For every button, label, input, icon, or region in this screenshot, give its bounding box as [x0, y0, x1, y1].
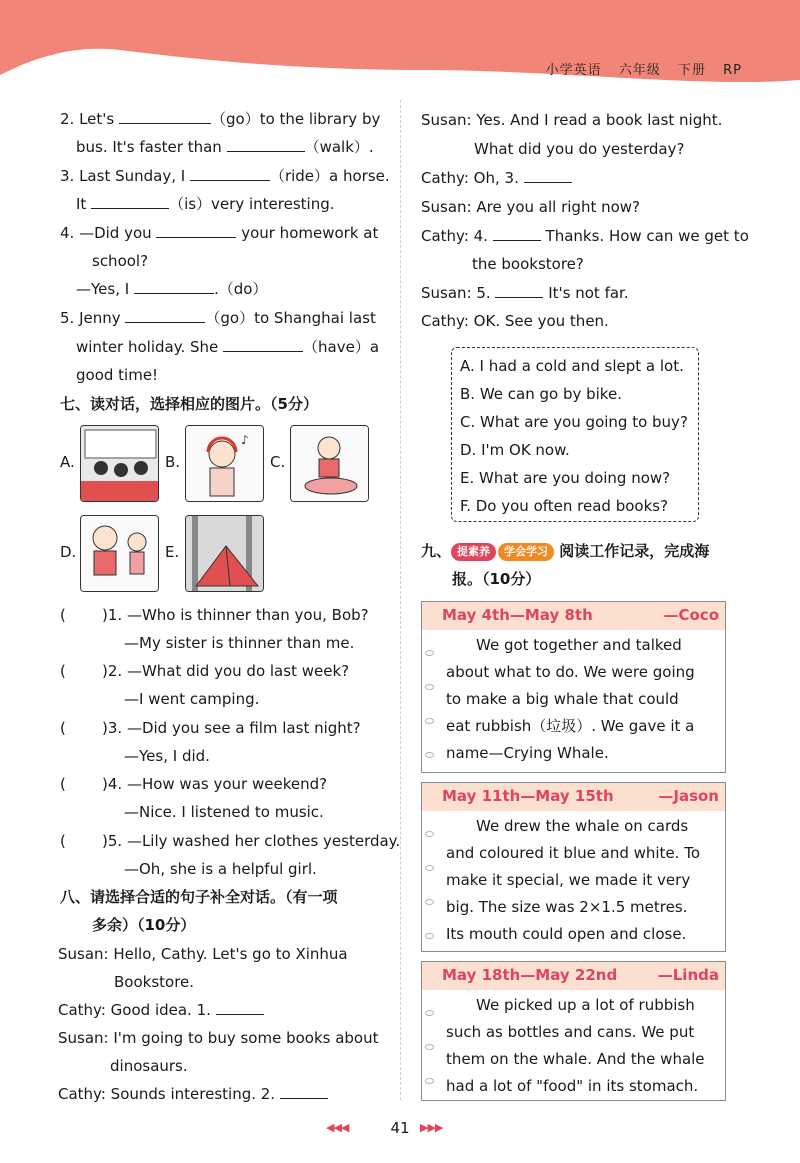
girl-washing-clothes-icon[interactable]	[290, 425, 369, 502]
work-record-card	[421, 961, 726, 1101]
column-divider	[400, 100, 401, 1100]
cinema-audience-icon[interactable]	[80, 425, 159, 502]
dialogue-line: Susan: I'm going to buy some books about	[58, 1029, 379, 1047]
dialogue-line: Cathy: Oh, 3.	[421, 168, 572, 188]
grade-label: 六年级	[618, 63, 661, 78]
section-8-title: 八、请选择合适的句子补全对话。（有一项	[60, 888, 338, 906]
binder-ring-icon	[425, 684, 434, 690]
s7-item-3: )3. —Did you see a film last night?	[102, 719, 361, 737]
s7-item-4-answer: —Nice. I listened to music.	[124, 803, 324, 821]
dialogue-line: Susan: 5. It's not far.	[421, 284, 629, 302]
option-e: E. What are you doing now?	[460, 469, 671, 487]
s7-item-1-answer: —My sister is thinner than me.	[124, 634, 355, 652]
next-arrows-icon: ▶▶▶	[420, 1121, 443, 1134]
volume-label: 下册	[677, 63, 706, 78]
answer-blank[interactable]	[134, 280, 214, 294]
answer-blank[interactable]	[125, 309, 205, 323]
card-header	[422, 602, 725, 630]
answer-blank[interactable]	[91, 195, 169, 209]
card-author: —Coco	[663, 606, 719, 624]
binder-ring-icon	[425, 718, 434, 724]
answer-paren[interactable]: (	[60, 775, 66, 793]
svg-text:♪: ♪	[241, 433, 249, 447]
card-body: We drew the whale on cards and coloured it blue and white. To make it special, we made it very big. The size was 2×1.5 metres. Its mouth could open and close.	[446, 817, 700, 943]
page-number: 41	[390, 1119, 410, 1137]
answer-blank[interactable]	[227, 138, 305, 152]
binder-ring-icon	[425, 650, 434, 656]
work-record-card	[421, 601, 726, 773]
q6-line-8: 5. Jenny （go）to Shanghai last	[60, 309, 376, 327]
q6-line-1: 2. Let's （go）to the library by	[60, 110, 381, 128]
card-date: May 4th—May 8th	[442, 606, 593, 624]
card-header	[422, 783, 725, 811]
q6-line-7: —Yes, I .（do）	[76, 280, 268, 298]
s7-item-5-answer: —Oh, she is a helpful girl.	[124, 860, 317, 878]
answer-blank[interactable]	[280, 1085, 328, 1099]
section-9-title-cont: 报。（10分）	[452, 570, 541, 588]
answer-blank[interactable]	[495, 284, 543, 298]
answer-blank[interactable]	[216, 1001, 264, 1015]
binder-ring-icon	[425, 933, 434, 939]
s7-item-4: )4. —How was your weekend?	[102, 775, 328, 793]
answer-paren[interactable]: (	[60, 662, 66, 680]
boy-and-girl-icon[interactable]	[80, 515, 159, 592]
card-body: We picked up a lot of rubbish such as bottles and cans. We put them on the whale. And the whale had a lot of "food" in its stomach.	[446, 996, 705, 1095]
dialogue-line: Cathy: Good idea. 1.	[58, 1000, 264, 1020]
subject-label: 小学英语	[545, 63, 602, 78]
card-date: May 11th—May 15th	[442, 787, 614, 805]
q6-line-9: winter holiday. She （have）a	[76, 338, 380, 356]
answer-blank[interactable]	[119, 110, 211, 124]
q6-line-2: bus. It's faster than （walk）.	[76, 138, 374, 156]
option-c: C. What are you going to buy?	[460, 413, 688, 431]
dialogue-line: Bookstore.	[114, 973, 195, 991]
dialogue-line: Susan: Yes. And I read a book last night.	[421, 111, 723, 129]
binder-ring-icon	[425, 752, 434, 758]
prev-arrows-icon: ◀◀◀	[326, 1121, 349, 1134]
pic-label-c: C.	[270, 453, 286, 471]
option-d: D. I'm OK now.	[460, 441, 570, 459]
pic-label-e: E.	[165, 543, 180, 561]
answer-blank[interactable]	[223, 338, 303, 352]
s7-item-2-answer: —I went camping.	[124, 690, 260, 708]
card-date: May 18th—May 22nd	[442, 966, 618, 984]
card-header	[422, 962, 725, 990]
s7-item-5: )5. —Lily washed her clothes yesterday.	[102, 832, 401, 850]
binder-ring-icon	[425, 865, 434, 871]
q6-line-5: 4. —Did you your homework at	[60, 224, 379, 242]
answer-blank[interactable]	[493, 227, 541, 241]
header-meta	[534, 59, 742, 78]
binder-ring-icon	[425, 899, 434, 905]
answer-blank[interactable]	[156, 224, 236, 238]
dialogue-line: Cathy: Sounds interesting. 2.	[58, 1084, 328, 1104]
binder-ring-icon	[425, 1010, 434, 1016]
dialogue-line: Cathy: OK. See you then.	[421, 312, 609, 330]
dialogue-line: Susan: Hello, Cathy. Let's go to Xinhua	[58, 945, 348, 963]
binder-ring-icon	[425, 1044, 434, 1050]
q6-line-6: school?	[92, 252, 149, 270]
answer-paren[interactable]: (	[60, 832, 66, 850]
dialogue-line: the bookstore?	[472, 255, 584, 273]
answer-blank[interactable]	[190, 167, 270, 181]
dialogue-line: Cathy: 4. Thanks. How can we get to	[421, 227, 749, 245]
q6-line-10: good time!	[76, 366, 159, 384]
section-8-title-cont: 多余）（10分）	[92, 916, 196, 934]
card-author: —Jason	[658, 787, 719, 805]
edition-label: RP	[723, 63, 742, 78]
s7-item-1: )1. —Who is thinner than you, Bob?	[102, 606, 369, 624]
binder-ring-icon	[425, 831, 434, 837]
q6-line-4: It （is）very interesting.	[76, 195, 335, 213]
answer-paren[interactable]: (	[60, 719, 66, 737]
camping-tent-icon[interactable]	[185, 515, 264, 592]
badge-learning: 学会学习	[498, 543, 554, 561]
binder-ring-icon	[425, 1078, 434, 1084]
work-record-card	[421, 782, 726, 952]
card-body: We got together and talked about what to do. We were going to make a big whale that could eat rubbish（垃圾）. We gave it a name—Crying Whale.	[446, 636, 695, 762]
girl-with-headphones-icon[interactable]	[185, 425, 264, 502]
s7-item-3-answer: —Yes, I did.	[124, 747, 210, 765]
option-a: A. I had a cold and slept a lot.	[460, 357, 684, 375]
section-7-title: 七、读对话，选择相应的图片。（5分）	[60, 395, 318, 413]
q6-line-3: 3. Last Sunday, I （ride）a horse.	[60, 167, 390, 185]
badge-literacy: 提素养	[451, 543, 496, 561]
dialogue-line: What did you do yesterday?	[474, 140, 685, 158]
card-author: —Linda	[657, 966, 719, 984]
header-band	[0, 0, 800, 92]
pic-label-d: D.	[60, 543, 77, 561]
dialogue-line: Susan: Are you all right now?	[421, 198, 641, 216]
answer-blank[interactable]	[524, 169, 572, 183]
pic-label-a: A.	[60, 453, 75, 471]
answer-paren[interactable]: (	[60, 606, 66, 624]
dialogue-line: dinosaurs.	[110, 1057, 188, 1075]
s7-item-2: )2. —What did you do last week?	[102, 662, 350, 680]
option-f: F. Do you often read books?	[460, 497, 669, 515]
pic-label-b: B.	[165, 453, 181, 471]
option-b: B. We can go by bike.	[460, 385, 622, 403]
section-9-title: 九、 提素养 学会学习 阅读工作记录，完成海	[421, 542, 710, 560]
